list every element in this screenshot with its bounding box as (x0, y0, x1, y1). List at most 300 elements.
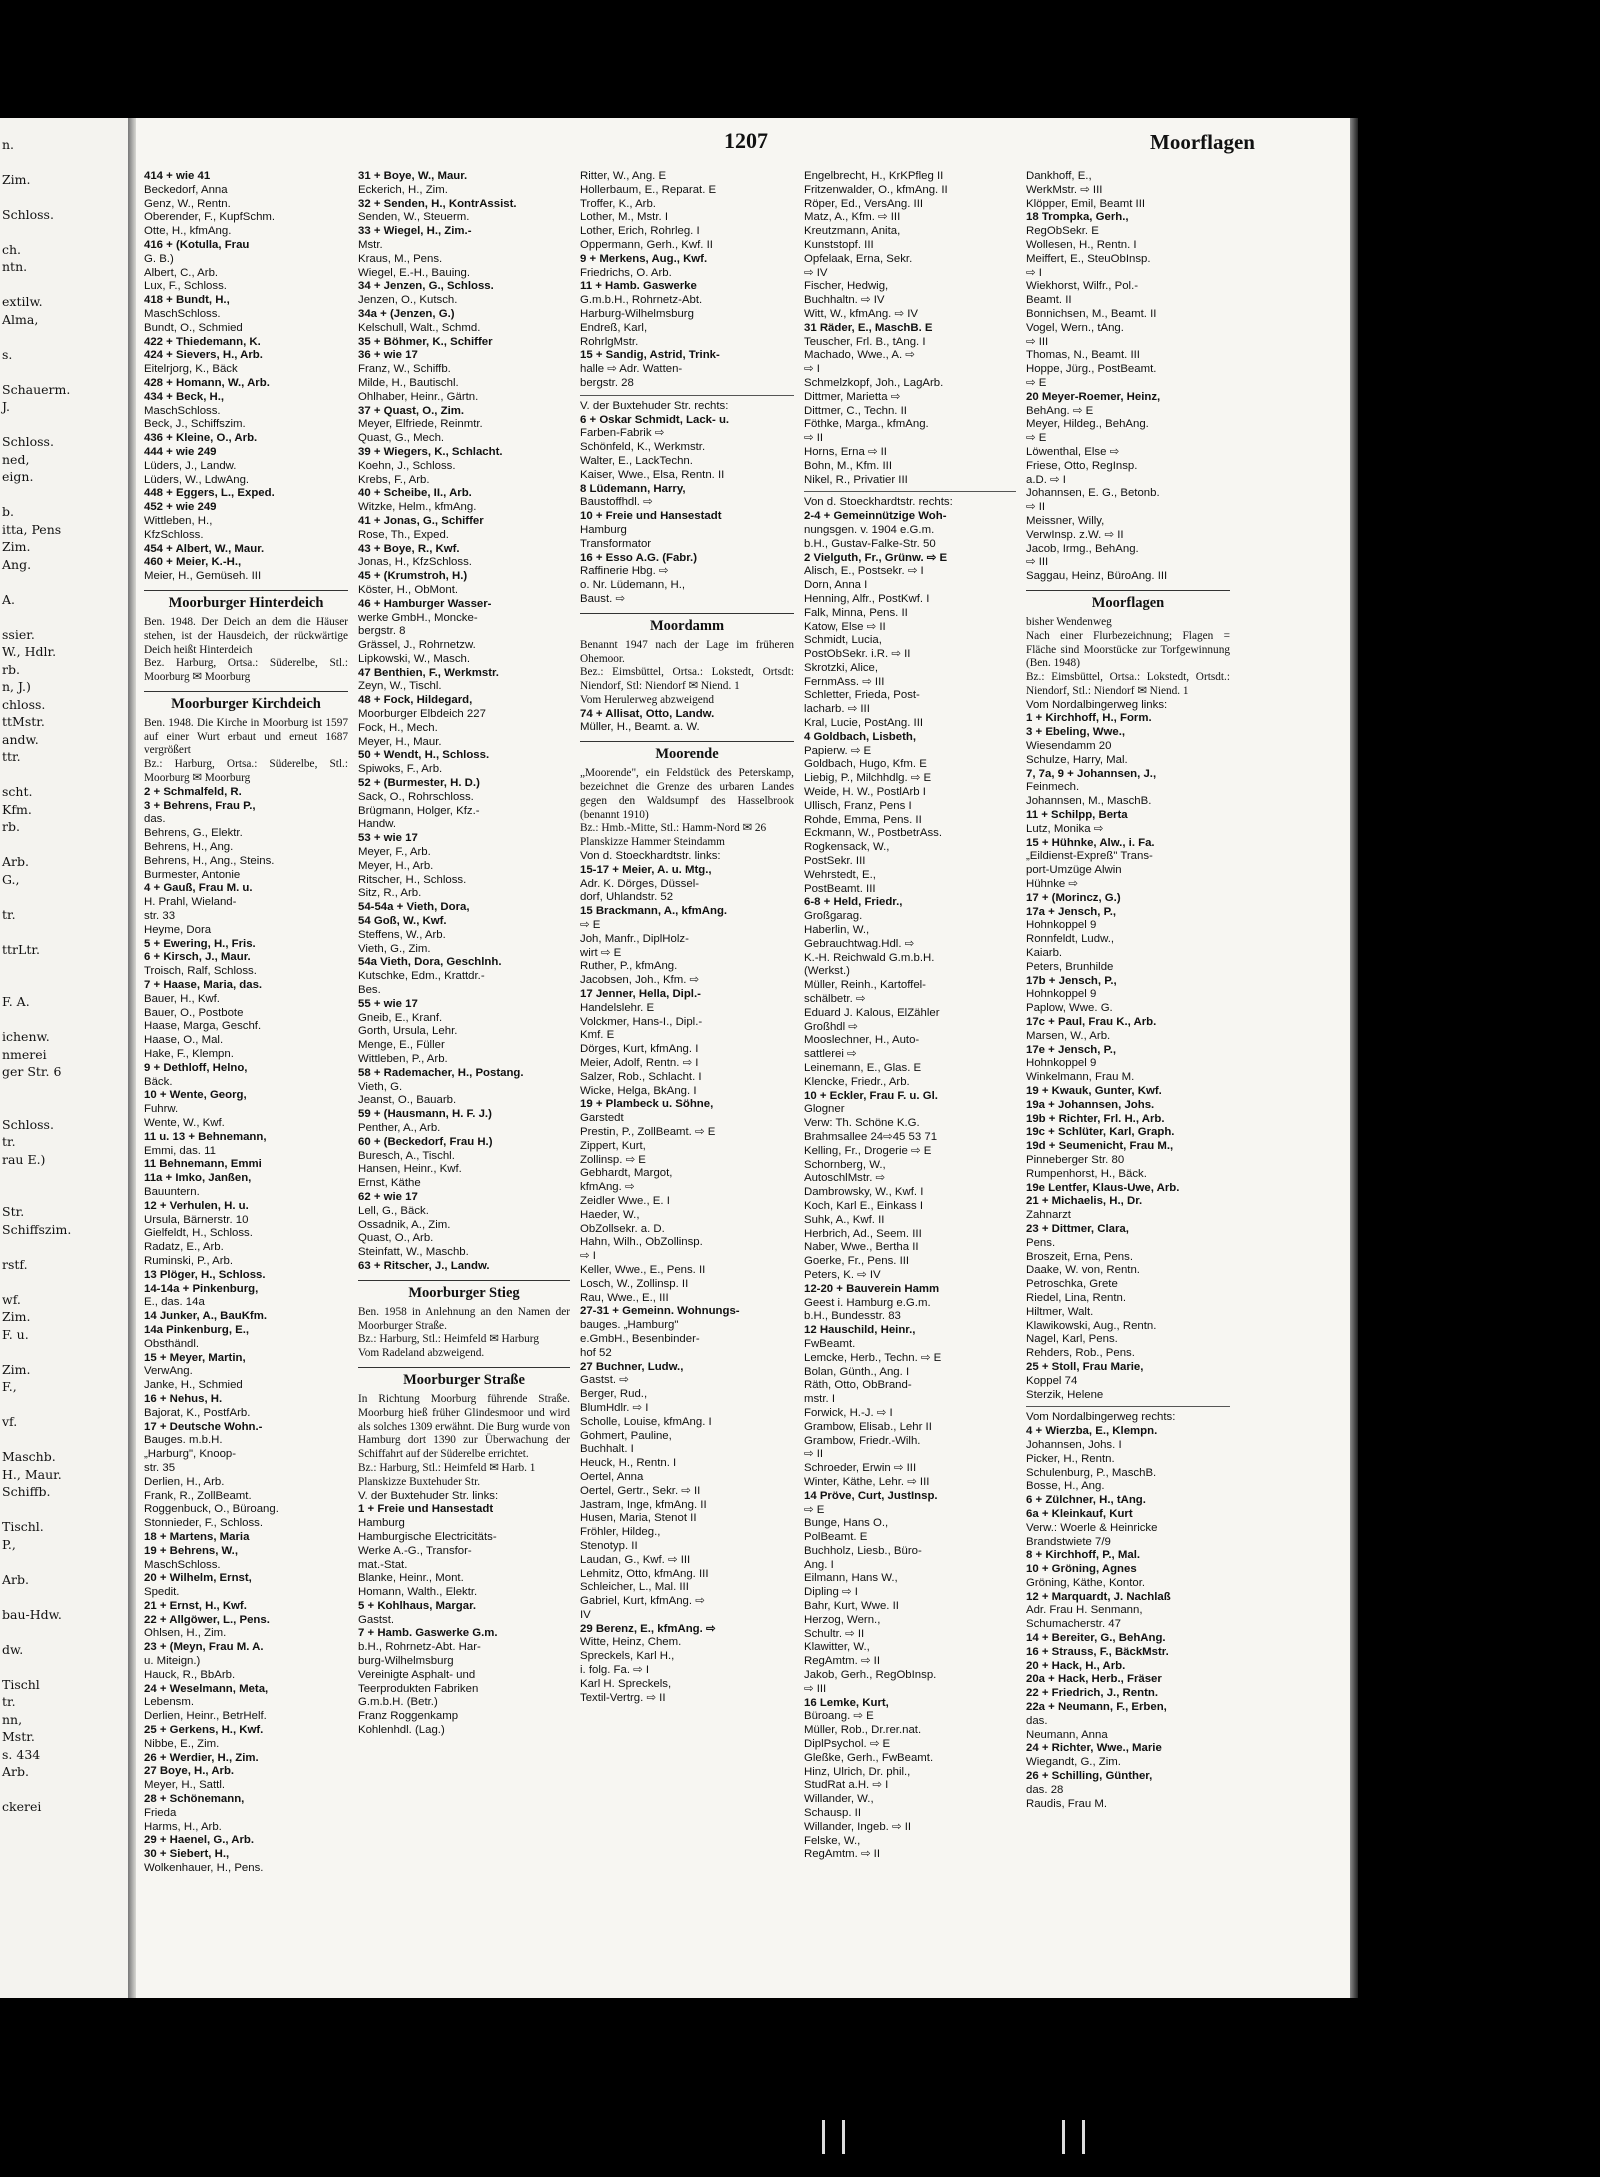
directory-entry: VerwAng. (144, 1365, 193, 1378)
directory-entry: K.-H. Reichwald G.m.b.H. (804, 951, 935, 964)
directory-entry: 428 + Homann, W., Arb. (144, 376, 270, 389)
directory-entry: Mstr. (358, 238, 383, 251)
left-page-fragment (0, 608, 128, 626)
directory-entry: RegAmtm. ⇨ II (804, 1848, 881, 1861)
directory-entry: Grambow, Friedr.-Wilh. (804, 1434, 921, 1447)
directory-entry: ⇨ I (1026, 266, 1042, 279)
directory-entry: lacharb. ⇨ III (804, 703, 870, 716)
left-page-fragment: vf. (2, 1414, 18, 1429)
directory-entry: 9 + Merkens, Aug., Kwf. (580, 252, 708, 265)
left-page-fragment: s. (2, 346, 13, 362)
directory-entry: 31 Räder, E., MaschB. E (804, 321, 933, 334)
street-heading: Moorburger Straße (358, 1367, 570, 1389)
street-description: Bz.: Hmb.-Mitte, Stl.: Hamm-Nord ✉ 26 (580, 822, 767, 835)
directory-entry: Picker, H., Rentn. (1026, 1452, 1115, 1465)
directory-entry: Wente, W., Kwf. (144, 1117, 225, 1129)
directory-entry: 1 + Kirchhoff, H., Form. (1026, 712, 1152, 725)
directory-entry: Emmi, das. 11 (144, 1144, 216, 1157)
directory-entry: Eduard J. Kalous, ElZähler (804, 1006, 940, 1019)
left-page-fragment (0, 766, 128, 784)
directory-entry: Winkelmann, Frau M. (1026, 1071, 1135, 1084)
directory-entry: Schmelzkopf, Joh., LagArb. (804, 376, 944, 389)
left-page-fragment: F., (2, 1379, 17, 1394)
directory-entry: 460 + Meier, K.-H., (144, 556, 242, 569)
directory-entry: 35 + Böhmer, K., Schiffer (358, 335, 493, 348)
directory-entry: 20 Meyer-Roemer, Heinz, (1026, 390, 1161, 403)
left-page-fragment: Schiffszim. (2, 1221, 72, 1237)
directory-entry: 17 + Deutsche Wohn.- (144, 1420, 263, 1433)
left-page-fragment: W., Hdlr. (2, 644, 57, 659)
directory-entry: Verw.: Woerle & Heinricke (1026, 1521, 1158, 1534)
directory-entry: Liebig, P., Milchhdlg. ⇨ E (804, 772, 932, 785)
directory-entry: (Werkst.) (804, 965, 850, 978)
directory-entry: Naber, Wwe., Bertha II (804, 1241, 919, 1254)
directory-entry: ⇨ II (1026, 501, 1046, 514)
directory-entry: Hoppe, Jürg., PostBeamt. (1026, 363, 1157, 376)
directory-entry: 31 + Boye, W., Maur. (358, 170, 468, 182)
directory-entry: Bonnichsen, M., Beamt. II (1026, 307, 1157, 320)
directory-entry: ⇨ III (1026, 556, 1049, 569)
street-description: Nach einer Flurbezeichnung; Flagen = Fläche sind Moorstücke zur Torfgewinnung (Ben. 1948) (1026, 629, 1230, 670)
directory-entry: Marsen, W., Arb. (1026, 1029, 1111, 1042)
left-page-fragment: rb. (2, 819, 20, 834)
directory-entry: G. B.) (144, 252, 174, 265)
left-page-fragment: ssier. (2, 626, 35, 642)
left-page-fragment: Tischl (2, 1676, 40, 1692)
left-page-edge (0, 118, 128, 1998)
left-page-fragment (0, 1501, 128, 1519)
page-edge-shadow (1350, 118, 1358, 1998)
left-page-fragment: H., Maur. (2, 1466, 62, 1482)
directory-entry: Jeanst, O., Bauarb. (358, 1094, 457, 1107)
directory-entry: Röper, Ed., VersAng. III (804, 197, 924, 210)
directory-entry: Klencke, Friedr., Arb. (804, 1075, 910, 1088)
directory-entry: bergstr. 28 (580, 376, 634, 389)
directory-entry: Wolkenhauer, H., Pens. (144, 1862, 264, 1875)
street-description: Bz.: Eimsbüttel, Ortsa.: Lokstedt, Ortsdt.: Niendorf, Stl.: Niendorf ✉ Niend. 1 (1026, 671, 1230, 697)
directory-entry: Zippert, Kurt, (580, 1139, 646, 1152)
directory-entry: Glogner (804, 1103, 845, 1116)
left-page-fragment: Arb. (2, 1571, 29, 1587)
directory-entry: Hinz, Ulrich, Dr. phil., (804, 1765, 911, 1778)
directory-entry: dorf, Uhlandstr. 52 (580, 891, 674, 904)
directory-entry: Verw: Th. Schöne K.G. (804, 1117, 920, 1130)
left-page-fragment (0, 1396, 128, 1414)
left-page-fragment: extilw. (2, 294, 43, 309)
directory-entry: Föthke, Marga., kfmAng. (804, 418, 929, 431)
directory-entry: Gorth, Ursula, Lehr. (358, 1025, 458, 1038)
left-page-fragment: rb. (2, 661, 20, 677)
directory-entry: e.GmbH., Besenbinder- (580, 1332, 700, 1345)
directory-entry: Spedit. (144, 1586, 180, 1599)
directory-entry: str. 35 (144, 1461, 176, 1474)
left-page-fragment: Alma, (2, 311, 39, 327)
directory-entry: Harms, H., Arb. (144, 1820, 222, 1833)
left-page-fragment (0, 958, 128, 976)
directory-entry: das. (1026, 1714, 1048, 1727)
left-page-fragment: Zim. (2, 539, 31, 554)
directory-entry: Krebs, F., Arb. (358, 473, 430, 486)
directory-entry: Frieda (144, 1806, 177, 1819)
directory-entry: 11a + Imko, Janßen, (144, 1172, 252, 1185)
directory-entry: 414 + wie 41 (144, 170, 211, 182)
directory-entry: Bundt, O., Schmied (144, 321, 243, 334)
directory-entry: ⇨ IV (804, 266, 828, 279)
left-page-fragment: s. 434 (2, 1746, 41, 1762)
directory-entry: 10 + Freie und Hansestadt (580, 510, 722, 523)
directory-entry: Forwick, H.-J. ⇨ I (804, 1406, 893, 1419)
street-description: Vom Herulerweg abzweigend (580, 693, 715, 706)
directory-entry: ⇨ I (804, 363, 820, 376)
left-page-fragment: bau-Hdw. (2, 1606, 62, 1622)
directory-entry: Klawikowski, Aug., Rentn. (1026, 1319, 1157, 1332)
directory-entry: a.D. ⇨ I (1026, 473, 1066, 486)
left-page-fragment (0, 416, 128, 434)
directory-entry: 16 + Esso A.G. (Fabr.) (580, 551, 698, 564)
directory-entry: Meyer, H., Sattl. (144, 1779, 226, 1792)
directory-entry: Skrotzki, Alice, (804, 661, 879, 674)
directory-entry: Rose, Th., Exped. (358, 528, 449, 541)
directory-entry: Bolan, Günth., Ang. I (804, 1365, 910, 1378)
directory-entry: Ritscher, H., Schloss. (358, 873, 467, 886)
directory-entry: Ullisch, Franz, Pens I (804, 799, 912, 812)
directory-entry: Bauer, O., Postbote (144, 1006, 244, 1019)
directory-entry: Zeyn, W., Tischl. (358, 680, 442, 693)
directory-entry: Müller, Reinh., Kartoffel- (804, 979, 926, 992)
directory-entry: Gielfeldt, H., Schloss. (144, 1227, 253, 1240)
directory-entry: 5 + Ewering, H., Fris. (144, 937, 256, 950)
directory-entry: 12 + Verhulen, H. u. (144, 1199, 249, 1212)
directory-entry: Fock, H., Mech. (358, 721, 438, 734)
directory-entry: PostBeamt. III (804, 882, 876, 895)
left-page-fragment (0, 223, 128, 241)
directory-entry: Dambrowsky, W., Kwf. I (804, 1186, 924, 1199)
directory-entry: Kaiarb. (1026, 947, 1063, 960)
left-page-fragment: Kfm. (2, 801, 32, 817)
left-page-fragment: F. u. (2, 1326, 29, 1342)
left-page-fragment: nmerei (2, 1046, 47, 1062)
directory-entry: 14 Junker, A., BauKfm. (144, 1310, 268, 1323)
directory-entry: Hohnkoppel 9 (1026, 1057, 1097, 1070)
directory-entry: Haberlin, W., (804, 924, 870, 937)
directory-entry: VerwInsp. z.W. ⇨ II (1026, 528, 1124, 541)
directory-entry: RegObSekr. E (1026, 225, 1099, 238)
directory-entry: Adr. Frau H. Senmann, (1026, 1604, 1143, 1617)
directory-entry: Matz, A., Kfm. ⇨ III (804, 211, 901, 224)
directory-entry: 4 Goldbach, Lisbeth, (804, 730, 917, 743)
scan-background (0, 1998, 1600, 2177)
directory-entry: Kral, Lucie, PostAng. III (804, 717, 924, 730)
directory-entry: Engelbrecht, H., KrKPfleg II (804, 170, 944, 182)
street-description: Ben. 1948. Die Kirche in Moorburg ist 1597 auf einer Wurt erbaut und erneut 1687 vergrößert (144, 716, 348, 757)
directory-entry: Joh, Manfr., DiplHolz- (580, 932, 689, 945)
directory-entry: Schultr. ⇨ II (804, 1627, 865, 1640)
section-divider (580, 395, 794, 396)
directory-entry: 17b + Jensch, P., (1026, 974, 1117, 987)
directory-entry: Meissner, Willy, (1026, 514, 1105, 527)
directory-entry: Penther, A., Arb. (358, 1121, 441, 1134)
directory-entry: Suhk, A., Kwf. II (804, 1213, 885, 1226)
directory-entry: Baust. ⇨ (580, 592, 626, 605)
directory-entry: Schausp. II (804, 1807, 861, 1820)
directory-entry: 3 + Behrens, Frau P., (144, 799, 256, 812)
directory-entry: o. Nr. Lüdemann, H., (580, 579, 686, 592)
directory-entry: 17 Jenner, Hella, Dipl.- (580, 988, 701, 1001)
directory-entry: 17 + (Morincz, G.) (1026, 891, 1121, 904)
left-page-fragment: rau E.) (2, 1151, 46, 1167)
directory-entry: 19 + Behrens, W., (144, 1544, 239, 1557)
left-page-fragment (0, 1623, 128, 1641)
directory-entry: Kaiser, Wwe., Elsa, Rentn. II (580, 468, 725, 481)
directory-entry: Schornberg, W., (804, 1158, 886, 1171)
left-page-fragment: Zim. (2, 1309, 31, 1324)
left-page-fragment: Schiffb. (2, 1484, 51, 1499)
directory-entry: Ursula, Bärnerstr. 10 (144, 1213, 249, 1226)
directory-entry: Nikel, R., Privatier III (804, 473, 908, 486)
street-heading: Moorende (580, 741, 794, 763)
left-page-fragment (0, 328, 128, 346)
directory-entry: Otte, H., kfmAng. (144, 225, 232, 238)
directory-entry: b.H., Rohrnetz-Abt. Har- (358, 1641, 481, 1654)
directory-entry: Troffer, K., Arb. (580, 197, 656, 210)
left-page-fragment (0, 1431, 128, 1449)
directory-entry: Räth, Otto, ObBrand- (804, 1379, 912, 1392)
directory-entry: Klöpper, Emil, Beamt III (1026, 197, 1146, 210)
directory-entry: Raudis, Frau M. (1026, 1797, 1108, 1810)
left-page-fragment: n. (2, 136, 15, 152)
left-page-fragment: ned, (2, 451, 30, 467)
directory-entry: Bohn, M., Kfm. III (804, 459, 892, 472)
column-1 (144, 170, 348, 1990)
left-page-fragment (0, 486, 128, 504)
left-page-fragment: tr. (2, 1134, 16, 1149)
left-page-fragment (0, 923, 128, 941)
directory-entry: 2 + Schmalfeld, R. (144, 785, 242, 798)
directory-entry: Johannsen, E. G., Betonb. (1026, 487, 1160, 500)
directory-entry: Textil-Vertrg. ⇨ II (580, 1691, 666, 1704)
street-description: Planskizze Hammer Steindamm (580, 836, 725, 849)
directory-entry: 19c + Schlüter, Karl, Graph. (1026, 1126, 1175, 1139)
directory-entry: Löwenthal, Else ⇨ (1026, 445, 1120, 458)
directory-entry: Meyer, Elfriede, Reinmtr. (358, 418, 483, 431)
directory-entry: Jacob, Irmg., BehAng. (1026, 542, 1139, 555)
directory-entry: Johannsen, M., MaschB. (1026, 795, 1152, 808)
directory-entry: 26 + Werdier, H., Zim. (144, 1751, 259, 1764)
directory-entry: Moorburger Elbdeich 227 (358, 708, 486, 721)
directory-entry: 58 + Rademacher, H., Postang. (358, 1066, 524, 1079)
directory-entry: V. der Buxtehuder Str. links: (358, 1489, 499, 1502)
directory-entry: Schulenburg, P., MaschB. (1026, 1466, 1157, 1479)
directory-entry: Meyer, H., Arb. (358, 859, 434, 872)
directory-entry: 23 + (Meyn, Frau M. A. (144, 1641, 264, 1654)
directory-entry: 24 + Weselmann, Meta, (144, 1682, 269, 1695)
left-page-fragment (0, 188, 128, 206)
street-heading: Moorburger Stieg (358, 1280, 570, 1302)
directory-entry: Rumpenhorst, H., Bäck. (1026, 1167, 1147, 1180)
directory-entry: Machado, Wwe., A. ⇨ (804, 349, 915, 362)
directory-entry: Grässel, J., Rohrnetzw. (358, 639, 476, 652)
directory-entry: port-Umzüge Alwin (1026, 864, 1122, 877)
directory-entry: 3 + Ebeling, Wwe., (1026, 726, 1126, 739)
directory-entry: 5 + Kohlhaus, Margar. (358, 1599, 477, 1612)
directory-entry: Herbrich, Ad., Seem. III (804, 1227, 922, 1240)
scan-mark (1082, 2120, 1085, 2154)
directory-entry: 4 + Gauß, Frau M. u. (144, 882, 253, 895)
directory-entry: Lother, Erich, Rohrleg. I (580, 225, 700, 238)
directory-entry: bauges. „Hamburg" (580, 1319, 679, 1332)
directory-entry: Scholle, Louise, kfmAng. I (580, 1415, 712, 1428)
directory-entry: H. Prahl, Wieland- (144, 896, 237, 909)
directory-entry: 12-20 + Bauverein Hamm (804, 1282, 940, 1295)
left-page-fragment: n, J.) (2, 679, 31, 694)
directory-entry: Vieth, G. (358, 1080, 403, 1093)
directory-entry: Ohlsen, H., Zim. (144, 1627, 227, 1640)
directory-entry: Meier, H., Gemüseh. III (144, 570, 262, 583)
street-heading: Moorburger Hinterdeich (144, 590, 348, 612)
directory-entry: Hamburg (358, 1517, 405, 1530)
directory-entry: str. 33 (144, 910, 176, 923)
directory-entry: Franz Roggenkamp (358, 1710, 459, 1723)
directory-entry: 12 + Marquardt, J. Nachlaß (1026, 1590, 1171, 1603)
directory-entry: IV (580, 1608, 591, 1621)
directory-entry: Goldbach, Hugo, Kfm. E (804, 758, 927, 771)
directory-entry: b.H., Gustav-Falke-Str. 50 (804, 537, 936, 550)
directory-entry: Beamt. II (1026, 294, 1072, 307)
directory-entry: Nagel, Karl, Pens. (1026, 1333, 1118, 1346)
directory-entry: Saggau, Heinz, BüroAng. III (1026, 570, 1168, 583)
directory-entry: ObZollsekr. a. D. (580, 1222, 665, 1235)
directory-entry: 54 Goß, W., Kwf. (358, 915, 447, 928)
directory-entry: Ritter, W., Ang. E (580, 170, 667, 182)
page-number: 1207 (724, 128, 768, 153)
directory-entry: Witt, W., kfmAng. ⇨ IV (804, 307, 918, 320)
directory-entry: 6a + Kleinkauf, Kurt (1026, 1507, 1133, 1520)
directory-entry: Steffens, W., Arb. (358, 928, 446, 941)
directory-entry: Großhdl ⇨ (804, 1020, 858, 1033)
directory-entry: Schönfeld, K., Werkmstr. (580, 441, 706, 454)
left-page-fragment: chloss. (2, 696, 46, 712)
directory-entry: Menge, E., Füller (358, 1039, 445, 1052)
directory-entry: Broszeit, Erna, Pens. (1026, 1250, 1133, 1263)
directory-entry: Salzer, Rob., Schlacht. I (580, 1070, 702, 1083)
directory-entry: Kelling, Fr., Drogerie ⇨ E (804, 1144, 932, 1157)
directory-entry: Hansen, Heinr., Kwf. (358, 1163, 462, 1176)
directory-entry: 16 Lemke, Kurt, (804, 1696, 889, 1709)
street-description: Bez.: Eimsbüttel, Ortsa.: Lokstedt, Ortsdt: Niendorf, Stl: Niendorf ✉ Niend. 1 (580, 666, 794, 693)
directory-entry: Endreß, Karl, (580, 321, 648, 334)
left-page-fragment (0, 1588, 128, 1606)
left-page-fragment: Arb. (2, 854, 29, 869)
directory-entry: Zeidler Wwe., E. I (580, 1194, 670, 1207)
directory-entry: 18 + Martens, Maria (144, 1530, 250, 1543)
directory-entry: 25 + Gerkens, H., Kwf. (144, 1724, 264, 1737)
directory-entry: Willander, W., (804, 1793, 874, 1806)
directory-entry: Ruminski, P., Arb. (144, 1254, 234, 1267)
directory-entry: Riedel, Lina, Rentn. (1026, 1291, 1127, 1304)
directory-entry: Gröning, Käthe, Kontor. (1026, 1576, 1146, 1589)
directory-entry: Johannsen, Johs. I (1026, 1438, 1122, 1451)
left-page-fragment (0, 118, 128, 136)
directory-entry: Zahnarzt (1026, 1209, 1071, 1222)
directory-entry: ⇨ II (804, 1448, 824, 1461)
directory-entry: Handelslehr. E (580, 1001, 655, 1014)
directory-entry: Schmidt, Lucia, (804, 634, 882, 647)
directory-entry: 30 + Siebert, H., (144, 1848, 230, 1861)
directory-entry: 11 Behnemann, Emmi (144, 1158, 262, 1171)
directory-entry: Feinmech. (1026, 781, 1080, 794)
directory-entry: Eckerich, H., Zim. (358, 183, 448, 196)
directory-entry: Transformator (580, 537, 652, 550)
directory-entry: Schleicher, L., Mal. III (580, 1581, 689, 1594)
directory-entry: 21 + Ernst, H., Kwf. (144, 1599, 247, 1612)
directory-entry: mstr. I (804, 1393, 836, 1406)
directory-entry: 52 + (Burmester, H. D.) (358, 777, 480, 790)
directory-entry: Meyer, F., Arb. (358, 846, 431, 859)
left-page-fragment: ttMstr. (2, 714, 45, 729)
directory-entry: das. 28 (1026, 1783, 1064, 1796)
directory-entry: ⇨ E (580, 919, 601, 932)
directory-entry: Daake, W. von, Rentn. (1026, 1264, 1140, 1277)
directory-entry: Ossadnik, A., Zim. (358, 1218, 451, 1231)
directory-entry: Quast, G., Mech. (358, 432, 445, 445)
directory-entry: wirt ⇨ E (580, 946, 622, 959)
directory-entry: FernmAss. ⇨ III (804, 675, 885, 688)
directory-entry: 15 + Hühnke, Alw., i. Fa. (1026, 836, 1155, 849)
scan-mark (1062, 2120, 1065, 2154)
directory-entry: Buchhalt. I (580, 1443, 634, 1456)
left-page-fragment: ntn. (2, 259, 28, 274)
directory-entry: 416 + (Kotulla, Frau (144, 238, 250, 251)
left-page-fragment: nn, (2, 1711, 23, 1727)
directory-entry: 22a + Neumann, F., Erben, (1026, 1701, 1167, 1714)
directory-entry: Oppermann, Gerh., Kwf. II (580, 238, 713, 251)
directory-entry: Wittleben, P., Arb. (358, 1053, 448, 1065)
directory-entry: Rogkensack, W., (804, 841, 890, 854)
left-page-fragment (0, 573, 128, 591)
directory-entry: kfmAng. ⇨ (580, 1181, 635, 1194)
directory-entry: 6 + Oskar Schmidt, Lack- u. (580, 413, 730, 426)
street-description: Bz.: Harburg, Ortsa.: Süderelbe, Stl.: Moorburg ✉ Moorburg (144, 758, 348, 785)
directory-entry: Haase, Marga, Geschf. (144, 1020, 262, 1033)
directory-entry: 444 + wie 249 (144, 445, 217, 458)
left-page-fragment: Arb. (2, 1764, 29, 1779)
directory-entry: burg-Wilhelmsburg (358, 1655, 454, 1668)
directory-entry: Köster, H., ObMont. (358, 583, 459, 596)
directory-entry: 20 + Hack, H., Arb. (1026, 1659, 1126, 1672)
directory-entry: Willander, Ingeb. ⇨ II (804, 1820, 912, 1833)
directory-entry: RohrlgMstr. (580, 335, 639, 348)
directory-entry: 10 + Wente, Georg, (144, 1089, 247, 1102)
directory-entry: 10 + Eckler, Frau F. u. Gl. (804, 1089, 938, 1102)
directory-entry: „Eildienst-Expreß" Trans- (1026, 850, 1153, 863)
book-gutter (128, 118, 136, 1998)
left-page-fragment: ger Str. 6 (2, 1064, 62, 1079)
directory-entry: Vereinigte Asphalt- und (358, 1668, 476, 1681)
directory-entry: Eitelrjorg, K., Bäck (144, 363, 238, 376)
street-description: Vom Radeland abzweigend. (358, 1347, 485, 1360)
left-page-fragment: dw. (2, 1641, 24, 1657)
directory-entry: Husen, Maria, Stenot II (580, 1512, 697, 1525)
directory-entry: 21 + Michaelis, H., Dr. (1026, 1195, 1143, 1208)
street-description: Bz.: Harburg, Stl.: Heimfeld ✉ Harb. 1 (358, 1461, 536, 1474)
directory-entry: Dittmer, Marietta ⇨ (804, 390, 901, 403)
directory-entry: StudRat a.H. ⇨ I (804, 1779, 889, 1792)
directory-entry: 8 Lüdemann, Harry, (580, 482, 686, 495)
left-page-fragment: tr. (2, 1694, 16, 1709)
directory-entry: Genz, W., Rentn. (144, 197, 231, 210)
left-page-fragment: ttrLtr. (2, 941, 40, 957)
directory-entry: 19e Lentfer, Klaus-Uwe, Arb. (1026, 1181, 1180, 1194)
